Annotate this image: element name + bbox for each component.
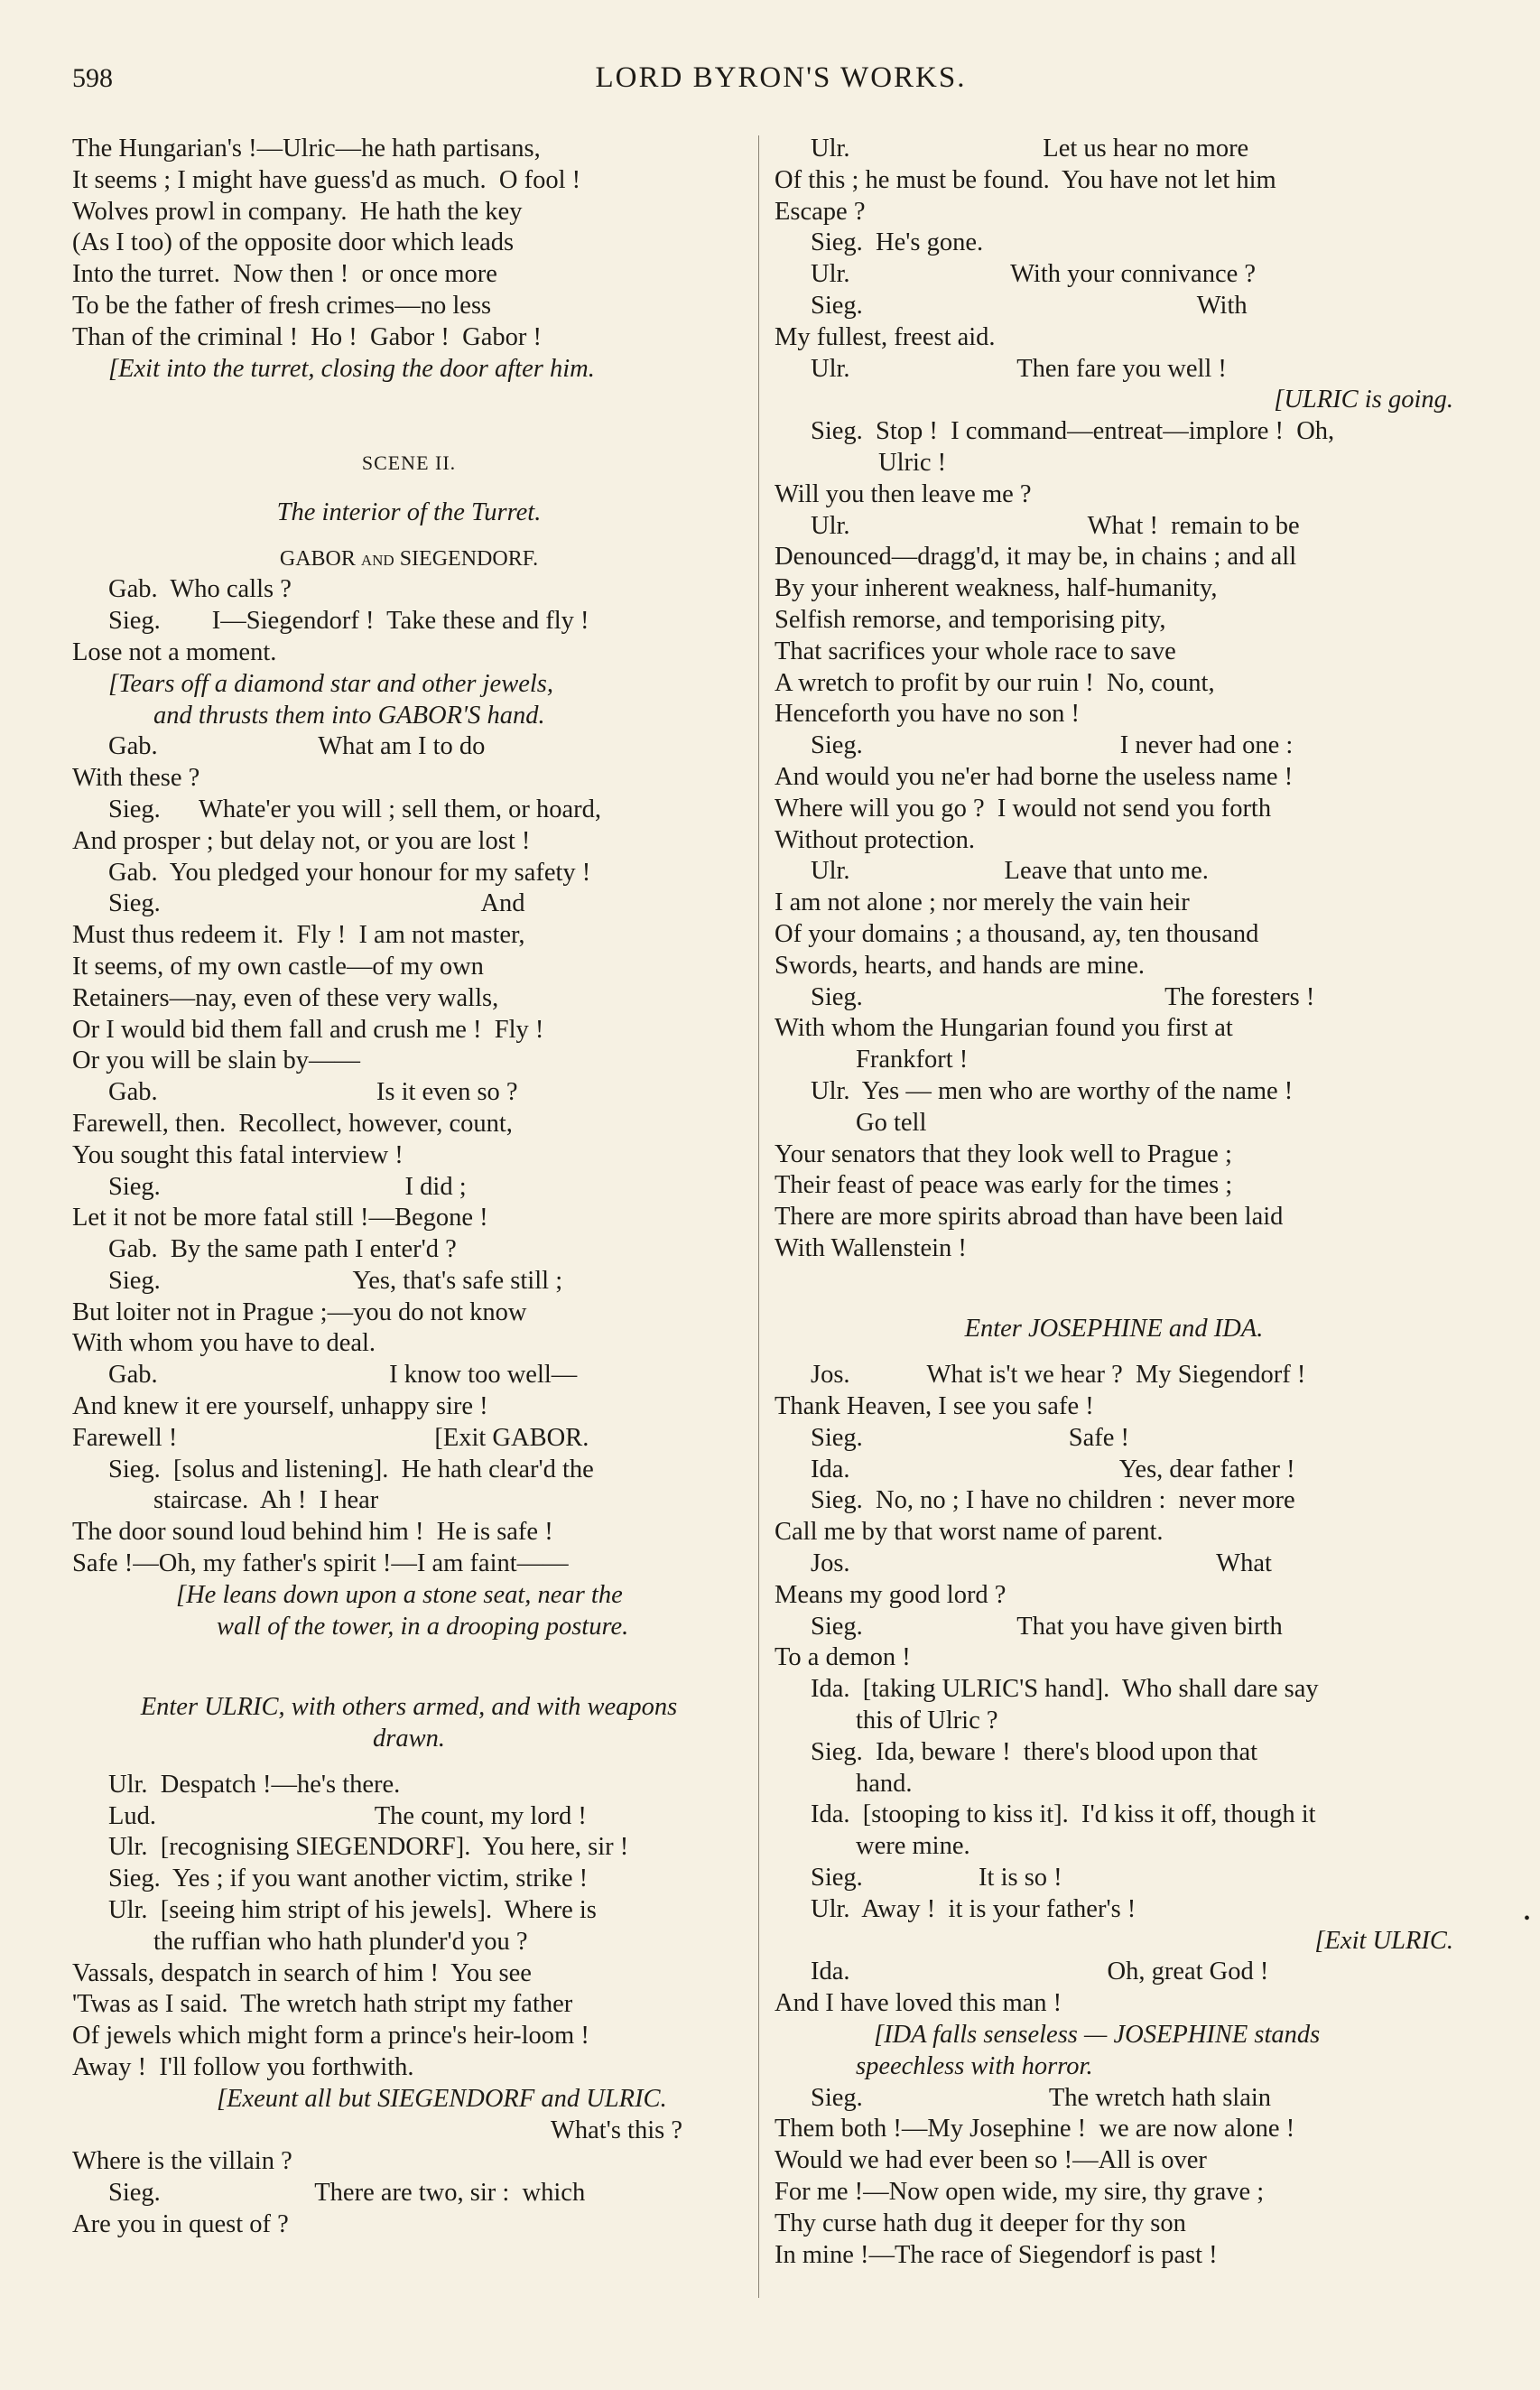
text-line: Gab. Who calls ?: [108, 575, 292, 604]
text-line: Ulr. What ! remain to be: [811, 511, 1300, 540]
running-head: LORD BYRON'S WORKS.: [595, 61, 967, 94]
text-line: Sieg. And: [108, 889, 525, 918]
stage-direction: [Exit ULRIC.: [1314, 1926, 1453, 1955]
stage-direction: Enter ULRIC, with others armed, and with weapons: [140, 1693, 678, 1722]
left-column: [72, 134, 746, 2241]
text-line: What's this ?: [550, 2116, 682, 2144]
text-line: Ulr. [recognising SIEGENDORF]. You here, sir !: [108, 1833, 629, 1862]
page-number: 598: [72, 63, 113, 93]
text-line: The door sound loud behind him ! He is safe !: [72, 1518, 553, 1547]
text-line: Sieg. Ida, beware ! there's blood upon that: [811, 1737, 1258, 1766]
text-line: Sieg. I never had one :: [811, 731, 1294, 760]
column-divider: [758, 135, 759, 2298]
text-line: were mine.: [856, 1832, 970, 1861]
text-line: With these ?: [72, 764, 200, 793]
text-line: Are you in quest of ?: [72, 2210, 289, 2238]
text-line: But loiter not in Prague ;—you do not know: [72, 1297, 527, 1326]
text-line: Or I would bid them fall and crush me ! Fly !: [72, 1015, 544, 1044]
text-line: Sieg. No, no ; I have no children : never more: [811, 1486, 1295, 1515]
text-line: Or you will be slain by——: [72, 1046, 361, 1075]
text-line: Sieg. I did ;: [108, 1172, 467, 1201]
text-line: (As I too) of the opposite door which leads: [72, 228, 515, 257]
text-line: Sieg. [solus and listening]. He hath clear'd the: [108, 1455, 594, 1483]
text-line: Into the turret. Now then ! or once more: [72, 260, 497, 289]
text-line: It seems, of my own castle—of my own: [72, 952, 484, 981]
text-line: That sacrifices your whole race to save: [775, 637, 1176, 665]
text-line: With whom the Hungarian found you first at: [775, 1014, 1233, 1043]
text-line: Their feast of peace was early for the times ;: [775, 1171, 1233, 1200]
stage-direction: [IDA falls senseless — JOSEPHINE stands: [874, 2021, 1321, 2050]
text-line: Farewell ! [Exit GABOR.: [72, 1423, 589, 1452]
text-line: And knew it ere yourself, unhappy sire !: [72, 1392, 488, 1421]
text-line: Lud. The count, my lord !: [108, 1801, 587, 1830]
text-line: Gab. I know too well—: [108, 1361, 578, 1390]
text-line: Wolves prowl in company. He hath the key: [72, 197, 523, 226]
text-line: Go tell: [856, 1108, 927, 1137]
text-line: Of this ; he must be found. You have not let him: [775, 165, 1276, 194]
text-line: With Wallenstein !: [775, 1233, 967, 1262]
text-line: My fullest, freest aid.: [775, 322, 996, 351]
text-line: Jos. What is't we hear ? My Siegendorf !: [811, 1361, 1306, 1390]
text-line: 'Twas as I said. The wretch hath stript my father: [72, 1990, 573, 2019]
text-line: Where will you go ? I would not send you forth: [775, 794, 1272, 823]
text-line: Ulr. Yes — men who are worthy of the name !: [811, 1076, 1294, 1105]
text-line: Ulric !: [878, 448, 947, 477]
text-line: Sieg. Safe !: [811, 1423, 1130, 1452]
text-line: Ida. Oh, great God !: [811, 1958, 1269, 1986]
text-line: Thy curse hath dug it deeper for thy son: [775, 2209, 1186, 2237]
text-line: Must thus redeem it. Fly ! I am not master,: [72, 921, 525, 950]
stage-direction: wall of the tower, in a drooping posture.: [217, 1612, 629, 1641]
text-line: Denounced—dragg'd, it may be, in chains ; and all: [775, 543, 1297, 572]
text-line: To a demon !: [775, 1643, 911, 1672]
text-line: Henceforth you have no son !: [775, 700, 1080, 729]
text-line: hand.: [856, 1769, 913, 1798]
text-line: Means my good lord ?: [775, 1580, 1007, 1609]
text-line: Farewell, then. Recollect, however, count,: [72, 1109, 513, 1138]
text-line: Ulr. With your connivance ?: [811, 260, 1257, 289]
text-line: Selfish remorse, and temporising pity,: [775, 605, 1166, 634]
text-line: Sieg. Stop ! I command—entreat—implore ! Oh,: [811, 417, 1335, 446]
text-line: Sieg. Yes ; if you want another victim, strike !: [108, 1865, 589, 1893]
text-line: Sieg. I—Siegendorf ! Take these and fly !: [108, 607, 589, 636]
text-line: It seems ; I might have guess'd as much. O fool !: [72, 165, 581, 194]
text-line: Swords, hearts, and hands are mine.: [775, 951, 1145, 980]
text-line: Where is the villain ?: [72, 2147, 292, 2176]
text-line: Ulr. Let us hear no more: [811, 135, 1249, 163]
margin-mark: •: [1524, 1909, 1531, 1929]
text-line: And would you ne'er had borne the useless name !: [775, 762, 1294, 791]
text-line: Than of the criminal ! Ho ! Gabor ! Gabor !: [72, 322, 542, 351]
text-line: And prosper ; but delay not, or you are lost !: [72, 826, 531, 855]
text-line: Them both !—My Josephine ! we are now alone !: [775, 2115, 1295, 2144]
text-line: Ida. Yes, dear father !: [811, 1455, 1295, 1483]
text-line: Sieg. The foresters !: [811, 982, 1315, 1011]
text-line: Without protection.: [775, 825, 976, 854]
characters-heading: GABOR and SIEGENDORF.: [279, 546, 539, 571]
text-line: staircase. Ah ! I hear: [153, 1486, 379, 1515]
text-line: Ulr. Leave that unto me.: [811, 857, 1209, 886]
text-line: With whom you have to deal.: [72, 1329, 376, 1358]
text-line: Will you then leave me ?: [775, 479, 1032, 508]
text-line: I am not alone ; nor merely the vain heir: [775, 888, 1190, 917]
page-header: [72, 63, 1489, 108]
text-line: Thank Heaven, I see you safe !: [775, 1392, 1094, 1421]
text-line: Sieg. It is so !: [811, 1864, 1062, 1892]
stage-direction: [Tears off a diamond star and other jewels,: [108, 669, 553, 698]
stage-direction: Enter JOSEPHINE and IDA.: [964, 1315, 1264, 1344]
text-line: Gab. You pledged your honour for my safety !: [108, 858, 591, 887]
text-line: You sought this fatal interview !: [72, 1140, 404, 1169]
text-line: Ulr. Then fare you well !: [811, 354, 1227, 383]
text-line: A wretch to profit by our ruin ! No, count,: [775, 668, 1215, 697]
text-line: Sieg. Whate'er you will ; sell them, or hoard,: [108, 795, 601, 823]
text-line: And I have loved this man !: [775, 1989, 1062, 2018]
text-line: Retainers—nay, even of these very walls,: [72, 983, 499, 1012]
text-line: Would we had ever been so !—All is over: [775, 2146, 1207, 2175]
text-line: Sieg. There are two, sir : which: [108, 2179, 586, 2208]
text-line: Away ! I'll follow you forthwith.: [72, 2053, 414, 2082]
text-line: By your inherent weakness, half-humanity,: [775, 574, 1218, 603]
text-line: Lose not a moment.: [72, 637, 277, 666]
text-line: Vassals, despatch in search of him ! You see: [72, 1958, 532, 1987]
text-line: this of Ulric ?: [856, 1706, 998, 1735]
stage-direction: drawn.: [373, 1725, 445, 1753]
stage-direction: speechless with horror.: [856, 2051, 1093, 2080]
text-line: Ulr. Away ! it is your father's !: [811, 1894, 1136, 1923]
text-line: Of your domains ; a thousand, ay, ten thousand: [775, 919, 1259, 948]
text-line: Sieg. He's gone.: [811, 228, 984, 257]
stage-direction: [ULRIC is going.: [1274, 386, 1453, 414]
text-line: There are more spirits abroad than have been laid: [775, 1203, 1284, 1232]
text-line: Of jewels which might form a prince's heir-loom !: [72, 2022, 589, 2051]
text-line: Call me by that worst name of parent.: [775, 1518, 1164, 1547]
text-line: Ida. [stooping to kiss it]. I'd kiss it off, though it: [811, 1800, 1316, 1829]
text-line: Gab. Is it even so ?: [108, 1078, 518, 1107]
text-line: To be the father of fresh crimes—no less: [72, 291, 492, 320]
text-line: Sieg. Yes, that's safe still ;: [108, 1266, 563, 1295]
stage-direction: [He leans down upon a stone seat, near the: [176, 1580, 623, 1609]
text-line: Gab. By the same path I enter'd ?: [108, 1235, 457, 1264]
text-line: Sieg. The wretch hath slain: [811, 2083, 1272, 2112]
text-line: In mine !—The race of Siegendorf is past !: [775, 2240, 1218, 2269]
text-line: Let it not be more fatal still !—Begone !: [72, 1204, 488, 1232]
text-line: Escape ?: [775, 197, 866, 226]
text-line: Ida. [taking ULRIC'S hand]. Who shall dare say: [811, 1675, 1319, 1704]
text-line: Sieg. That you have given birth: [811, 1612, 1283, 1641]
text-line: Frankfort !: [856, 1046, 969, 1074]
text-line: Jos. What: [811, 1549, 1272, 1578]
text-line: Gab. What am I to do: [108, 732, 486, 761]
stage-direction: [Exeunt all but SIEGENDORF and ULRIC.: [217, 2084, 667, 2113]
text-line: Your senators that they look well to Prague ;: [775, 1139, 1232, 1168]
text-line: the ruffian who hath plunder'd you ?: [153, 1927, 528, 1956]
text-line: Ulr. Despatch !—he's there.: [108, 1770, 401, 1799]
scene-setting: The interior of the Turret.: [276, 498, 542, 526]
text-line: Sieg. With: [811, 291, 1248, 320]
scene-heading: SCENE II.: [361, 451, 457, 474]
stage-direction: [Exit into the turret, closing the door after him.: [108, 354, 595, 383]
right-column: [775, 134, 1453, 2271]
text-line: Ulr. [seeing him stript of his jewels]. Where is: [108, 1896, 597, 1925]
stage-direction: and thrusts them into GABOR'S hand.: [153, 701, 545, 730]
text-line: The Hungarian's !—Ulric—he hath partisans,: [72, 135, 541, 163]
text-line: Safe !—Oh, my father's spirit !—I am faint——: [72, 1549, 569, 1578]
text-line: For me !—Now open wide, my sire, thy grave ;: [775, 2178, 1265, 2206]
